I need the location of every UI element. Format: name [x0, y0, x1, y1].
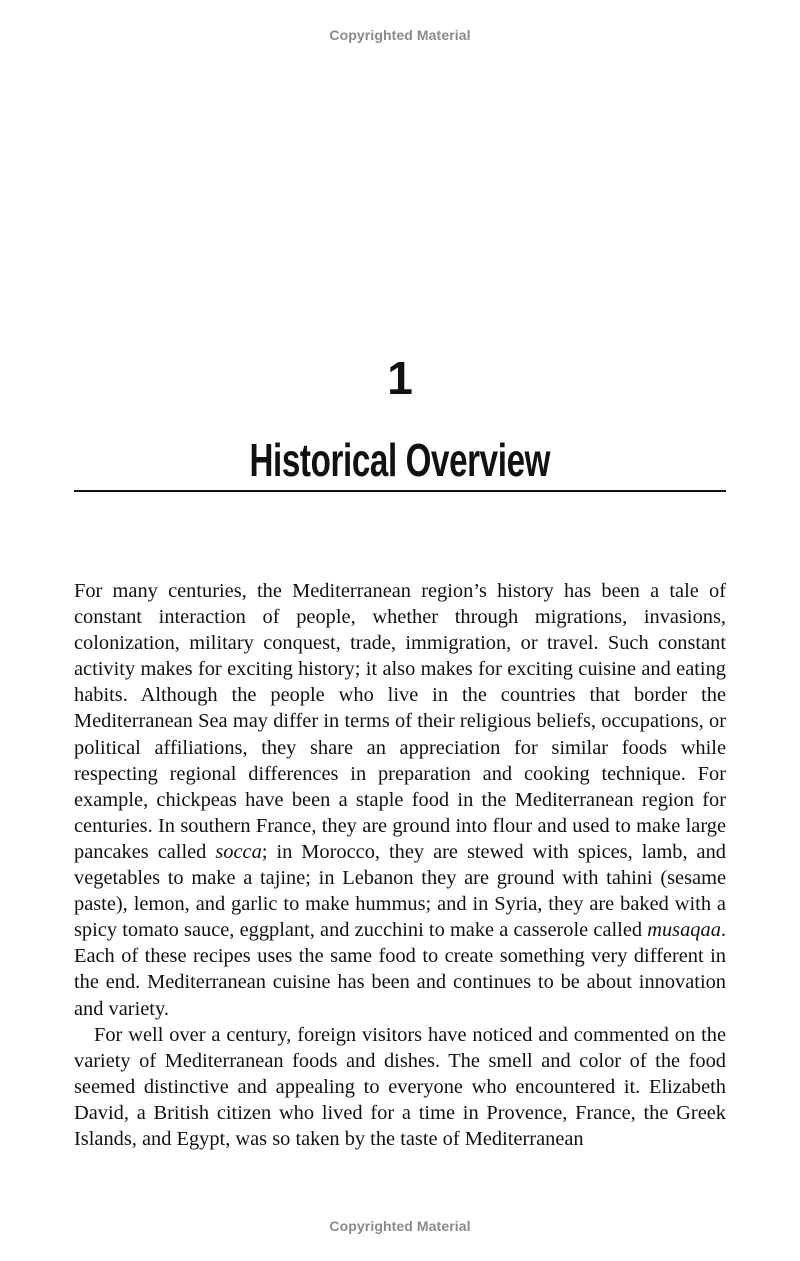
- chapter-title-text: Historical Overview: [249, 434, 551, 486]
- paragraph-1-text-c: . Each of these recipes uses the same food to create something very different in the end. Mediterranean cuisine has been and continues to be about innovation and variety.: [74, 919, 726, 1020]
- paragraph-1-text-b: ; in Morocco, they are stewed with spices, lamb, and vegetables to make a tajine; in Lebanon they are ground with tahini (sesame paste), lemon, and garlic to make hummus; and in Syria, they are baked with a spicy tomato sauce, eggplant, and zucchini to make a casserole called: [74, 840, 726, 942]
- body-text: [74, 578, 726, 1152]
- paragraph-1-text-a: For many centuries, the Mediterranean region’s history has been a tale of constant interaction of people, whether through migrations, invasions, colonization, military conquest, trade, immigration, or travel. Such constant activity makes for exciting history; it also makes for exciting cuisine and eating habits. Although the people who live in the countries that border the Mediterranean Sea may differ in terms of their religious beliefs, occupations, or political affiliations, they share an appreciation for similar foods while respecting regional differences in preparation and cooking technique. For example, chickpeas have been a staple food in the Mediterranean region for centuries. In southern France, they are ground into flour and used to make large pancakes called: [74, 580, 726, 863]
- copyright-watermark-bottom: Copyrighted Material: [329, 1218, 471, 1234]
- term-musaqaa: musaqaa: [647, 919, 721, 942]
- title-rule: [74, 490, 726, 492]
- copyright-watermark-top: Copyrighted Material: [329, 27, 471, 43]
- chapter-number: 1: [387, 352, 413, 404]
- term-socca: socca: [215, 840, 262, 863]
- paragraph-2: For well over a century, foreign visitors have noticed and commented on the variety of Mediterranean foods and dishes. The smell and color of the food seemed distinctive and appealing to everyone who encountered it. Elizabeth David, a British citizen who lived for a time in Provence, France, the Greek Islands, and Egypt, was so taken by the taste of Mediterranean: [74, 1023, 726, 1150]
- chapter-title: [0, 432, 800, 488]
- paragraph-1: [74, 578, 726, 1022]
